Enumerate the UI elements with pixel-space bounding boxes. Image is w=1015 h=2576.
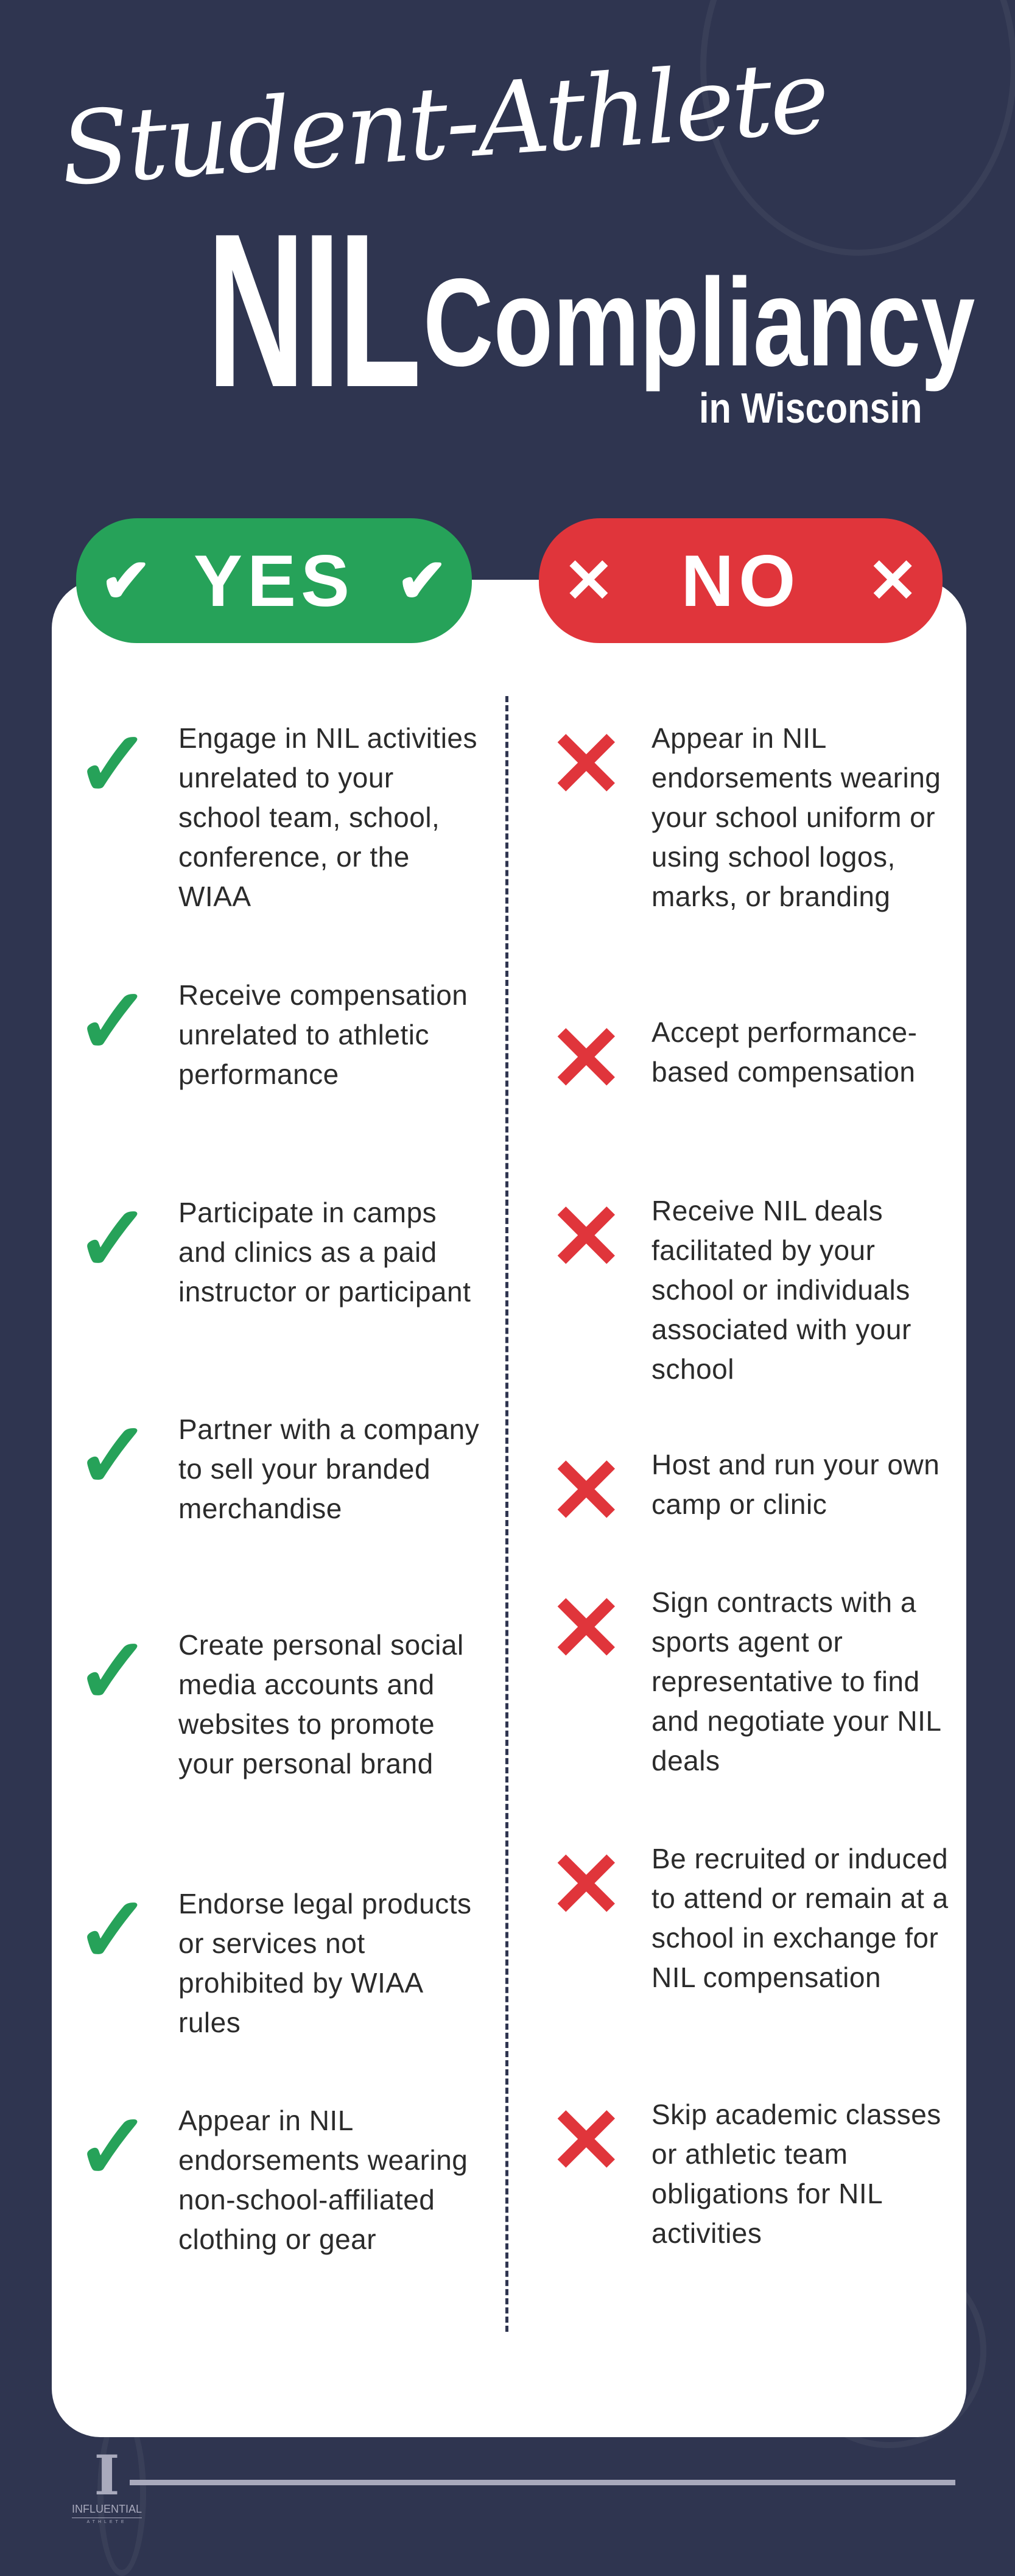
check-icon: ✓ (75, 2096, 152, 2198)
no-item: ✕ Be recruited or induced to attend or remain at a school in exchange for NIL compensation (548, 1839, 956, 1997)
check-icon: ✔ (100, 546, 152, 615)
x-icon: ✕ (548, 1834, 625, 1936)
logo-mark: I (94, 2443, 120, 2508)
no-item: ✕ Receive NIL deals facilitated by your school or individuals associated with your school (548, 1191, 956, 1389)
check-icon: ✓ (75, 970, 152, 1072)
x-icon: ✕ (548, 1186, 625, 1288)
yes-item: ✓ Participate in camps and clinics as a paid instructor or participant (81, 1193, 483, 1312)
title-location: in Wisconsin (699, 384, 922, 432)
no-header (539, 518, 943, 643)
x-icon: ✕ (867, 546, 918, 615)
yes-item: ✓ Engage in NIL activities unrelated to your school team, school, conference, or the WIAA (81, 719, 483, 917)
check-icon: ✓ (75, 713, 152, 815)
yes-item: ✓ Partner with a company to sell your branded merchandise (81, 1410, 483, 1529)
no-item: ✕ Accept performance-based compensation (548, 1007, 918, 1110)
check-icon: ✓ (75, 1879, 152, 1981)
no-item: ✕ Skip academic classes or athletic team obligations for NIL activities (548, 2095, 956, 2253)
x-icon: ✕ (548, 2089, 625, 2192)
x-icon: ✕ (548, 713, 625, 815)
yes-item: ✓ Receive compensation unrelated to athletic performance (81, 976, 483, 1094)
title-compliancy: Compliancy (423, 253, 975, 392)
check-icon: ✓ (75, 1188, 152, 1290)
x-icon: ✕ (548, 1007, 625, 1110)
title-script: Student-Athlete (57, 38, 831, 208)
yes-item: ✓ Endorse legal products or services not prohibited by WIAA rules (81, 1884, 483, 2043)
no-item: ✕ Host and run your own camp or clinic (548, 1440, 940, 1542)
title-nil: NIL (207, 188, 420, 433)
yes-label: YES (193, 540, 355, 622)
no-label: NO (681, 540, 801, 622)
yes-header (76, 518, 472, 643)
x-icon: ✕ (548, 1577, 625, 1680)
x-icon: ✕ (563, 546, 614, 615)
check-icon: ✓ (75, 1620, 152, 1722)
x-icon: ✕ (548, 1440, 625, 1542)
footer-line (130, 2480, 955, 2485)
influential-athlete-logo: I INFLUENTIAL ATHLETE (72, 2443, 142, 2524)
no-item: ✕ Sign contracts with a sports agent or representative to find and negotiate your NIL deals (548, 1583, 956, 1781)
check-icon: ✓ (75, 1404, 152, 1507)
no-item: ✕ Appear in NIL endorsements wearing your school uniform or using school logos, marks, or branding (548, 719, 956, 917)
yes-item: ✓ Create personal social media accounts and websites to promote your personal brand (81, 1625, 483, 1784)
column-divider (505, 696, 508, 2332)
yes-item: ✓ Appear in NIL endorsements wearing non-school-affiliated clothing or gear (81, 2101, 483, 2259)
check-icon: ✔ (396, 546, 448, 615)
